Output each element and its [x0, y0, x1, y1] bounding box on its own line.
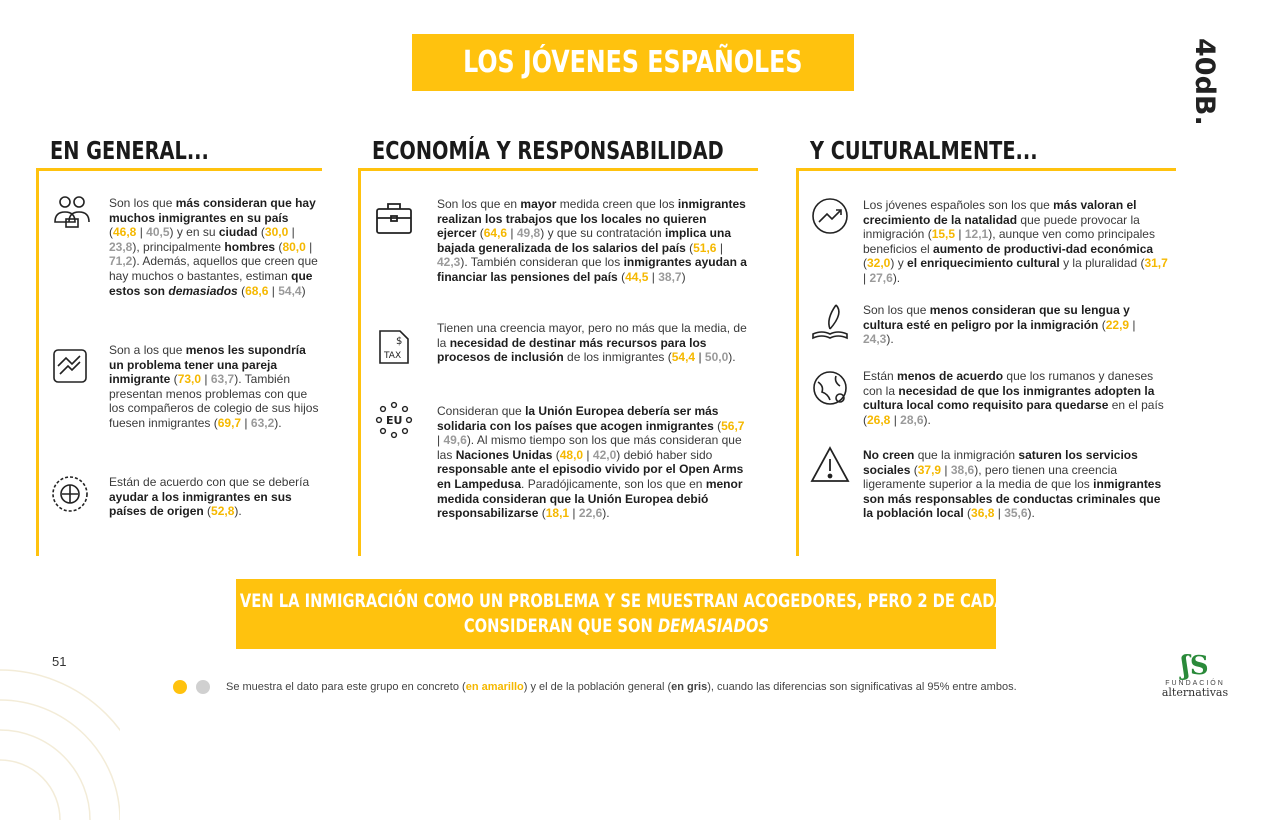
- globe-hands-icon: [50, 474, 90, 514]
- economia-item-2: Tienen una creencia mayor, pero no más que la media, de la necesidad de destinar más recursos para los procesos de inclusión de los inmigrantes (54,4 | 50,0).: [437, 321, 747, 365]
- legend-yellow-label: en amarillo: [465, 681, 524, 693]
- cultura-item-2: Son los que menos consideran que su lengua y cultura esté en peligro por la inmigración (22,9 | 24,3).: [863, 303, 1136, 347]
- cultura-item-3: Están menos de acuerdo que los rumanos y daneses con la necesidad de que los inmigrantes adopten la cultura local como requisito para quedarse en el país (26,8 | 28,6).: [863, 369, 1164, 427]
- legend-yellow-dot: [173, 680, 187, 694]
- brand-logo: [1180, 38, 1240, 126]
- column-rule: [36, 168, 322, 171]
- page-title: LOS JÓVENES ESPAÑOLES: [463, 45, 803, 80]
- general-item-1: Son los que más consideran que hay muchos inmigrantes en su país (46,8 | 40,5) y en su ciudad (30,0 | 23,8), principalmente hombres (80,0 | 71,2). Además, aquellos que creen que hay muchos o bastantes, estiman que estos son demasiados (68,6 | 54,4): [109, 196, 318, 298]
- legend-note: [226, 681, 1017, 693]
- column-heading-economia: ECONOMÍA Y RESPONSABILIDAD: [372, 136, 724, 165]
- cultura-item-4: No creen que la inmigración saturen los servicios sociales (37,9 | 38,6), pero tienen una creencia ligeramente superior a la media de que los inmigrantes son más responsables de conductas criminales que la población local (36,8 | 35,6).: [863, 448, 1162, 521]
- column-side-bar: [358, 168, 361, 556]
- conclusion-emphasis: DEMASIADOS: [657, 615, 769, 637]
- legend-text-c: ), cuando las diferencias son significativas al 95% entre ambos.: [707, 681, 1017, 693]
- tax-icon: [374, 327, 414, 367]
- hands-icon: [50, 346, 90, 386]
- page-number: 51: [52, 654, 67, 669]
- legend-gray-dot: [196, 680, 210, 694]
- conclusion-line-2-prefix: CONSIDERAN QUE SON: [463, 615, 658, 637]
- logo-line-2: alternativas: [1161, 686, 1229, 699]
- globe-pin-icon: [810, 368, 850, 408]
- brand-text: 40dB.: [1189, 38, 1220, 126]
- logo-line-1: FUNDACIÓN: [1165, 680, 1225, 687]
- svg-text:TAX: TAX: [384, 351, 402, 361]
- svg-text:EU: EU: [386, 414, 403, 427]
- decorative-arcs: [0, 620, 120, 820]
- conclusion-banner: [210, 579, 1022, 649]
- logo-mark-icon: ʃS: [1181, 651, 1209, 681]
- conclusion-line-1: NO VEN LA INMIGRACIÓN COMO UN PROBLEMA Y SE MUESTRAN ACOGEDORES, PERO 2 DE CADA 3: [210, 590, 1022, 612]
- fundacion-alternativas-logo: [1150, 652, 1240, 708]
- column-rule: [796, 168, 1176, 171]
- growth-icon: [810, 196, 850, 236]
- legend-text-b: ) y el de la población general (: [523, 681, 672, 693]
- quill-book-icon: [810, 302, 850, 342]
- column-side-bar: [36, 168, 39, 556]
- cultura-item-1: Los jóvenes españoles son los que más valoran el crecimiento de la natalidad que puede provocar la inmigración (15,5 | 12,1), aunque ven como principales beneficios el aumento de productivi-dad económica (32,0) y el enriquecimiento cultural y la pluralidad (31,7 | 27,6).: [863, 198, 1168, 285]
- eu-icon: [374, 400, 414, 440]
- economia-item-3: Consideran que la Unión Europea debería ser más solidaria con los países que acogen inmigrantes (56,7 | 49,6). Al mismo tiempo son los que más consideran que las Naciones Unidas (48,0 | 42,0) debió haber sido responsable ante el episodio vivido por el Open Arms en Lampedusa. Paradójicamente, son los que en menor medida consideran que la Unión Europea debió responsabilizarse (18,1 | 22,6).: [437, 404, 745, 521]
- svg-text:$: $: [396, 336, 403, 347]
- general-item-2: Son a los que menos les supondría un problema tener una pareja inmigrante (73,0 | 63,7). También presentan menos problemas con que los compañeros de colegio de sus hijos fuesen inmigrantes (69,7 | 63,2).: [109, 343, 319, 430]
- economia-item-1: Son los que en mayor medida creen que los inmigrantes realizan los trabajos que los locales no quieren ejercer (64,6 | 49,8) y que su contratación implica una bajada generalizada de los salarios del país (51,6 | 42,3). También consideran que los inmigrantes ayudan a financiar las pensiones del país (44,5 | 38,7): [437, 197, 747, 284]
- page-title-banner: [412, 34, 854, 91]
- column-rule: [358, 168, 758, 171]
- general-item-3: Están de acuerdo con que se debería ayudar a los inmigrantes en sus países de origen (52,8).: [109, 475, 310, 519]
- column-heading-general: EN GENERAL...: [50, 136, 209, 165]
- briefcase-icon: [374, 198, 414, 238]
- legend-text-a: Se muestra el dato para este grupo en concreto (: [226, 681, 466, 693]
- conclusion-line-2: [463, 614, 768, 639]
- warning-icon: [810, 445, 850, 485]
- column-heading-culturalmente: Y CULTURALMENTE...: [810, 136, 1038, 165]
- legend-gray-label: en gris: [671, 681, 708, 693]
- column-side-bar: [796, 168, 799, 556]
- people-icon: [52, 192, 92, 232]
